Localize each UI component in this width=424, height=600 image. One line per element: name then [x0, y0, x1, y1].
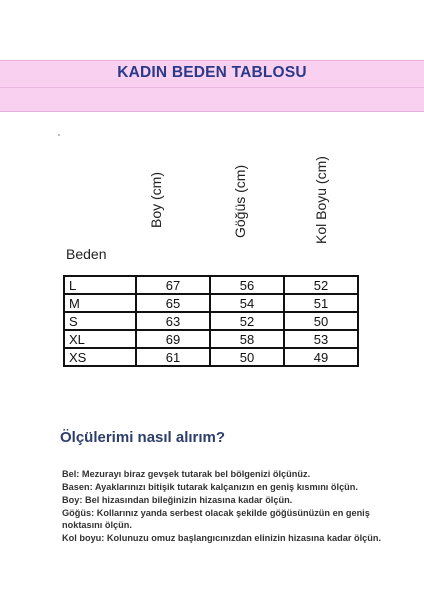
- measure-section-title: Ölçülerimi nasıl alırım?: [60, 429, 226, 446]
- kol-boyu-cell: 53: [284, 330, 358, 348]
- boy-cell: 63: [136, 312, 210, 330]
- gogus-cell: 58: [210, 330, 284, 348]
- size-cell: XS: [64, 348, 136, 366]
- table-row: [64, 294, 358, 312]
- size-cell: L: [64, 276, 136, 294]
- size-table: [63, 275, 359, 367]
- column-header-gogus: Göğüs (cm): [232, 164, 248, 238]
- gogus-cell: 56: [210, 276, 284, 294]
- page-title: KADIN BEDEN TABLOSU: [117, 64, 307, 81]
- note-boy: Boy: Bel hizasından bileğinizin hizasına kadar ölçün.: [62, 495, 293, 505]
- kol-boyu-cell: 51: [284, 294, 358, 312]
- note-gogus: Göğüs: Kollarınız yanda serbest olacak şekilde göğüsünüzün en geniş noktasını ölçün.: [62, 508, 370, 531]
- table-row: [64, 348, 358, 366]
- kol-boyu-cell: 52: [284, 276, 358, 294]
- table-row: [64, 312, 358, 330]
- measure-notes: [62, 468, 392, 545]
- column-header-boy: Boy (cm): [148, 172, 164, 228]
- gogus-cell: 50: [210, 348, 284, 366]
- gogus-cell: 52: [210, 312, 284, 330]
- note-kol-boyu: Kol boyu: Kolunuzu omuz başlangıcınızdan elinizin hizasına kadar ölçün.: [62, 533, 382, 544]
- boy-cell: 65: [136, 294, 210, 312]
- row-header-beden: Beden: [66, 246, 107, 262]
- column-header-kol-boyu: Kol Boyu (cm): [313, 156, 329, 244]
- note-bel: Bel: Mezurayı biraz gevşek tutarak bel bölgenizi ölçünüz.: [62, 469, 311, 479]
- gogus-cell: 54: [210, 294, 284, 312]
- kol-boyu-cell: 50: [284, 312, 358, 330]
- note-basen: Basen: Ayaklarınızı bitişik tutarak kalçanızın en geniş kısmını ölçün.: [62, 482, 358, 492]
- table-row: [64, 276, 358, 294]
- boy-cell: 67: [136, 276, 210, 294]
- header-divider: [0, 87, 424, 88]
- size-cell: S: [64, 312, 136, 330]
- size-cell: XL: [64, 330, 136, 348]
- stray-mark: [58, 134, 60, 136]
- table-row: [64, 330, 358, 348]
- boy-cell: 69: [136, 330, 210, 348]
- boy-cell: 61: [136, 348, 210, 366]
- size-cell: M: [64, 294, 136, 312]
- kol-boyu-cell: 49: [284, 348, 358, 366]
